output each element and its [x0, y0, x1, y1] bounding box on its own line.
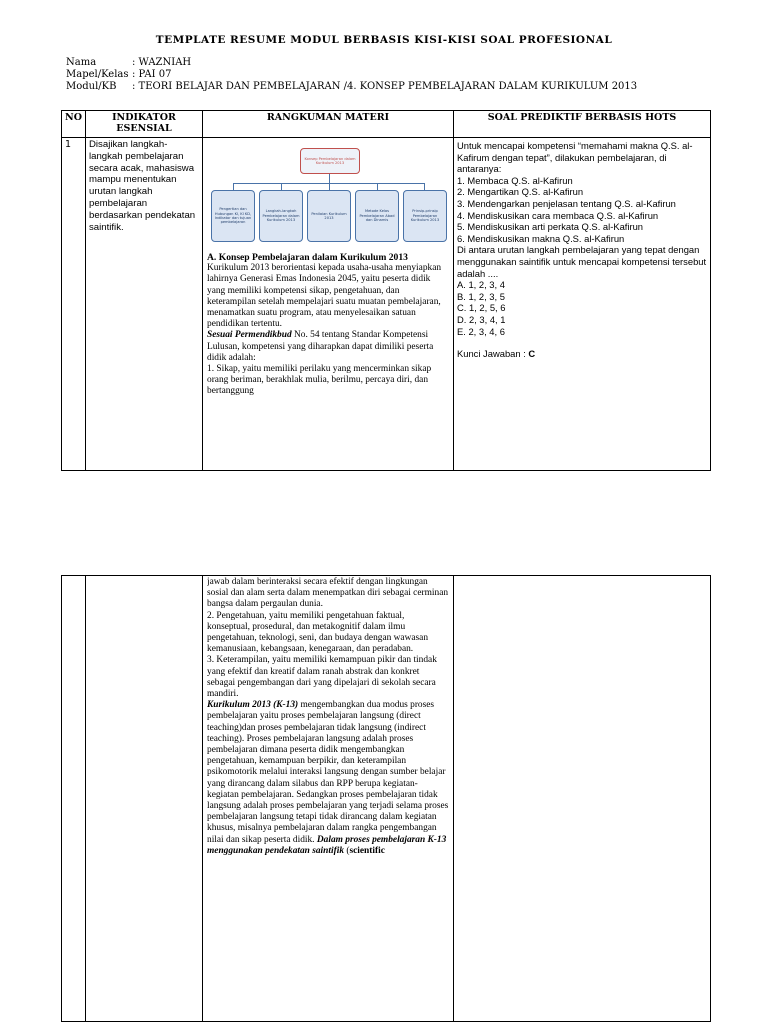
diagram-node-3: Penilaian Kurikulum 2013	[307, 190, 351, 242]
concept-diagram	[207, 140, 449, 248]
diagram-node-2: Langkah-langkah Pembelajaran dalam Kurikulum 2013	[259, 190, 303, 242]
materi-paragraph-cont-4	[207, 700, 449, 857]
materi-cell	[203, 138, 454, 471]
answer-key-value: C	[528, 348, 536, 360]
meta-modul	[66, 81, 637, 93]
soal-step: 4. Mendiskusikan cara membaca Q.S. al-Kafirun	[457, 209, 659, 221]
resume-table-page1	[61, 110, 711, 471]
materi-paragraph-cont-3: 3. Keterampilan, yaitu memiliki kemampuan pikir dan tindak yang efektif dan kreatif dalam ranah abstrak dan konkret sebagai pengembangan dari yang dipelajari di sekolah secara mandiri.	[207, 655, 437, 700]
header-soal: SOAL PREDIKTIF BERBASIS HOTS	[454, 111, 711, 138]
answer-key-label: Kunci Jawaban :	[457, 348, 529, 360]
indikator-text: Disajikan langkah-langkah pembelajaran secara acak, mahasiswa mampu menentukan urutan langkah pembelajaran berdasarkan pendekatan saintifik.	[86, 138, 203, 471]
empty-no-cell	[62, 576, 86, 1022]
meta-value: : TEORI BELAJAR DAN PEMBELAJARAN /4. KONSEP PEMBELAJARAN DALAM KURIKULUM 2013	[132, 81, 638, 92]
soal-cell	[454, 138, 711, 471]
materi-paragraph-cont-1: jawab dalam berinteraksi secara efektif dengan lingkungan sosial dan alam serta dalam menempatkan diri sebagai cerminan bangsa dalam pergaulan dunia.	[207, 577, 449, 610]
materi-paragraph-cont-2: 2. Pengetahuan, yaitu memiliki pengetahuan faktual, konseptual, prosedural, dan metakognitif dalam ilmu pengetahuan, teknologi, seni, dan budaya dengan wawasan kemanusiaan, kebangsaan, kenegaraan, dan peradaban.	[207, 610, 429, 655]
resume-table-page2	[61, 575, 711, 1022]
row-number: 1	[62, 138, 86, 471]
soal-step: 5. Mendiskusikan arti perkata Q.S. al-Kafirun	[457, 221, 644, 233]
meta-key: Modul/KB	[66, 81, 117, 92]
materi-cell-continued	[203, 576, 454, 1022]
diagram-node-5: Prinsip-prinsip Pembelajaran Kurikulum 2013	[403, 190, 447, 242]
diagram-node-1: Pengertian dan Hubungan KI, KI KD, Indikator dan tujuan pembelajaran	[211, 190, 255, 242]
materi-bold-italic: Kurikulum 2013 (K-13)	[207, 700, 299, 711]
diagram-node-4: Metode Kelas Pembelajaran Abad dan Dinamis	[355, 190, 399, 242]
header-rangkuman: RANGKUMAN MATERI	[203, 111, 454, 138]
meta-key: Nama	[66, 57, 97, 68]
soal-step: 1. Membaca Q.S. al-Kafirun	[457, 174, 573, 186]
soal-step: 3. Mendengarkan penjelasan tentang Q.S. al-Kafirun	[457, 197, 676, 209]
meta-nama	[66, 57, 191, 69]
materi-paragraph-3: 1. Sikap, yaitu memiliki perilaku yang mencerminkan sikap orang beriman, berakhlak mulia, berilmu, percaya diri, dan bertanggung	[207, 364, 432, 397]
materi-bold: scientific	[349, 845, 385, 856]
materi-paragraph-2	[207, 330, 449, 364]
diagram-root-node: Konsep Pembelajaran dalam Kurikulum 2013	[300, 148, 360, 174]
empty-soal-cell	[454, 576, 711, 1022]
meta-mapel	[66, 69, 171, 81]
meta-value: : WAZNIAH	[132, 57, 192, 68]
materi-heading: A. Konsep Pembelajaran dalam Kurikulum 2013	[207, 252, 408, 263]
soal-option: A. 1, 2, 3, 4	[457, 279, 505, 291]
materi-text: mengembangkan dua modus proses pembelajaran yaitu proses pembelajaran langsung (direct teaching)dan proses pembelajaran tidak langsung (indirect teaching). Proses pembelajaran langsung adalah proses pembelajaran dimana peserta didik mengembangkan pengetahuan, kemampuan berpikir, dan keterampilan psikomotorik melalui interaksi langsung dengan sumber belajar yang dirancang dalam silabus dan RPP berupa kegiatan-kegiatan pembelajaran. Sedangkan proses pembelajaran tidak langsung adalah proses pembelajaran yang terjadi selama proses pembelajaran langsung tetapi tidak dirancang dalam kegiatan khusus, misalnya pembelajaran dalam rangka pengembangan nilai dan sikap peserta didik.	[207, 700, 449, 845]
materi-bold-italic-2: Dalam proses pembelajaran K-13 menggunakan pendekatan saintifik	[207, 834, 447, 856]
soal-option: B. 1, 2, 3, 5	[457, 290, 505, 302]
soal-question: Di antara urutan langkah pembelajaran yang tepat dengan menggunakan saintifik untuk mencapai kompetensi tersebut adalah ....	[457, 244, 707, 279]
materi-text: No. 54 tentang Standar Kompetensi Lulusan, kompetensi yang diharapkan dapat dimiliki peserta didik adalah:	[207, 330, 434, 363]
soal-step: 2. Mengartikan Q.S. al-Kafirun	[457, 186, 584, 198]
empty-indikator-cell	[86, 576, 203, 1022]
answer-key	[457, 348, 707, 360]
soal-step: 6. Mendiskusikan makna Q.S. al-Kafirun	[457, 232, 625, 244]
page-title: TEMPLATE RESUME MODUL BERBASIS KISI-KISI SOAL PROFESIONAL	[155, 34, 613, 46]
materi-paragraph-1: Kurikulum 2013 berorientasi kepada usaha-usaha menyiapkan lahirnya Generasi Emas Indonesia 2045, yaitu peserta didik yang memiliki kompetensi sikap, pengetahuan, dan keterampilan setelah mempelajari suatu muatan pembelajaran, menamatkan suatu program, atau menyelesaikan satuan pendidikan tertentu.	[207, 263, 442, 330]
soal-intro: Untuk mencapai kompetensi “memahami makna Q.S. al-Kafirum dengan tepat”, dilakukan pembelajaran, di antaranya:	[457, 140, 693, 175]
soal-option: D. 2, 3, 4, 1	[457, 313, 506, 325]
soal-option: C. 1, 2, 5, 6	[457, 302, 506, 314]
meta-value: : PAI 07	[132, 69, 172, 80]
header-indikator: INDIKATOR ESENSIAL	[86, 111, 203, 138]
header-no: NO	[62, 111, 86, 138]
materi-text-tail: (	[344, 845, 350, 856]
materi-italic-ref: Sesuai Permendikbud	[207, 330, 292, 341]
meta-key: Mapel/Kelas	[66, 69, 129, 80]
soal-option: E. 2, 3, 4, 6	[457, 325, 505, 337]
